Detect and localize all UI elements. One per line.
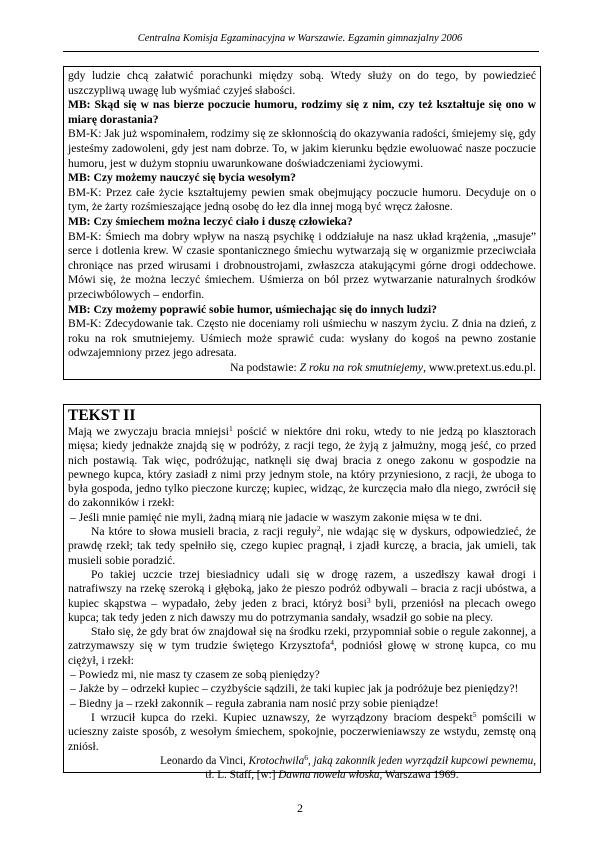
dialog-line: – Biedny ja – rzekł zakonnik – reguła zabrania nam nosić przy sobie pieniądze! — [70, 696, 439, 710]
footnote-ref: 4 — [330, 638, 334, 648]
paragraph-text: , nie wdając się w dyskurs, odpowiedzieć, że prawdę rzekł; tak tedy spełniło się, czego kupiec pragnął, i zjadł kurczę, a bracia, jak umieli, tak musieli sobie poradzić. — [68, 525, 536, 567]
interview-answer — [68, 127, 536, 171]
source-book-title: Dawna nowela włoska — [278, 769, 380, 782]
story-paragraph — [68, 625, 536, 668]
header-rule — [63, 51, 539, 52]
source-title: Krotochwila — [248, 754, 305, 767]
source-translator: tł. L. Staff, [w:] — [205, 769, 279, 782]
paragraph-text: byli, przeniósł na plecach owego kupca; tak tedy jeden z nich dawszy mu do potrzymania sandały, wsadził go sobie na plecy. — [68, 596, 536, 624]
paragraph-text: pościć w niektóre dni roku, wtedy to nie jedzą po klasztorach mięsa; kiedy jednakże znajdą się w podróży, z racji tego, że żyją z jałmużny, mogą jeść, co przed nich postawią. Tak więc, podróżując, natknęli się dwaj bracia z onego zakonu w gospodzie na pewnego kupca, który zasiadł z nimi przy jednym stole, na który przyniesiono, z racji, że uboga to była gospoda, jedno tylko pieczone kurczę; kupiec, widząc, że kurczęcia mało dla niego, zwrócił się do zakonników i rzekł: — [68, 425, 536, 510]
source-citation — [68, 361, 536, 376]
tekst-ii-box — [63, 404, 541, 782]
interview-question — [68, 303, 536, 318]
answer-text: Przez całe życie kształtujemy pewien smak obejmujący poczucie humoru. Decyduje on o tym, że żarty rozśmieszające jedną osobę do łez dla innej mogą być wręcz żałosne. — [68, 185, 536, 214]
question-text: Czy możemy nauczyć się bycia wesołym? — [93, 171, 296, 185]
question-text: Czy możemy poprawić sobie humor, uśmiechając się do innych ludzi? — [93, 302, 437, 316]
paragraph-text: Stało się, że gdy brat ów znajdował się na środku rzeki, przypomniał sobie o regule zakonnej, a zatrzymawszy się w tym trudzie świętego Krzysztofa — [68, 625, 536, 653]
dialog-line: – Jeśli mnie pamięć nie myli, żadną miarą nie jadacie w waszym zakonie mięsa w te dni. — [70, 510, 483, 524]
footnote-ref: 3 — [366, 595, 371, 605]
dialog-line: – Powiedz mi, nie masz ty czasem ze sobą pieniędzy? — [70, 668, 320, 682]
answer-text: Jak już wspominałem, rodzimy się ze skłonnością do okazywania radości, śmiejemy się, gdy jesteśmy zadowoleni, gdy jest nam dobrze. To, w jakim kierunku będzie ewoluować nasze poczucie humoru, jest w dużym stopniu uwarunkowane doświadczeniami życiowymi. — [68, 127, 536, 170]
source-author: Leonardo da Vinci, — [160, 754, 249, 767]
speaker-label: MB: — [68, 171, 91, 185]
source-title: Z roku na rok smutniejemy — [299, 360, 424, 374]
page-number: 2 — [297, 801, 303, 815]
speaker-label: BM-K: — [68, 229, 102, 243]
source-line-1 — [68, 754, 536, 768]
interview-question — [68, 171, 536, 186]
source-publication: , Warszawa 1969. — [379, 769, 459, 782]
source-punct: , — [533, 754, 536, 767]
footnote-ref: 2 — [316, 524, 321, 534]
speaker-label: BM-K: — [68, 185, 102, 199]
section-heading: TEKST II — [68, 407, 136, 424]
paragraph-text: Po takiej uczcie trzej biesiadnicy udali się w drogę razem, a uszedłszy kawał drogi i natrafiwszy na rzekę szeroką i głęboką, jako że pieszo podróż odbywali – bracia z racji ubóstwa, a kupiec skąpstwa – wypadało, żeby jeden z braci, któryż bosi — [68, 567, 536, 610]
story-paragraph — [68, 525, 536, 568]
interview-answer — [68, 186, 536, 215]
interview-text: gdy ludzie chcą załatwić porachunki między sobą. Wtedy służy on do tego, by powiedzieć uszczypliwą uwagę lub wyśmiać czyjeś słabości. — [68, 69, 536, 97]
footnote-ref: 1 — [229, 424, 233, 433]
answer-text: Zdecydowanie tak. Często nie doceniamy roli uśmiechu w naszym życiu. Z dnia na dzień, z roku na rok smutniejemy. Uśmiech może sprawić cuda: wysłany do kogoś na pewno zostanie odwzajemniony przez jego adresata. — [68, 317, 536, 360]
question-text: Czy śmiechem można leczyć ciało i duszę człowieka? — [93, 214, 353, 228]
interview-question — [68, 215, 536, 230]
story-paragraph — [68, 425, 536, 511]
story-paragraph — [68, 568, 536, 625]
paragraph-text: , podniósł głowę w stronę kupca, co mu ciężył, i rzekł: — [68, 639, 536, 667]
interview-paragraph — [68, 69, 536, 98]
answer-text: Śmiech ma dobry wpływ na naszą psychikę i oddziałuje na nasz układ krążenia, „masuje” serce i dotlenia krew. W czasie spontanicznego śmiechu wytwarzają się w organizmie przeciwciała chroniące nas przed wirusami i drobnoustrojami, zwłaszcza atakującymi górne drogi oddechowe. Mówi się, że można leczyć śmiechem. Uśmierza on ból przez wytwarzanie naturalnych środków przeciwbólowych – endorfin. — [68, 229, 536, 301]
paragraph-text: I wrzucił kupca do rzeki. Kupiec uznawszy, że wyrządzony braciom despekt — [91, 710, 473, 724]
source-prefix: Na podstawie: — [230, 360, 300, 374]
source-line-2 — [68, 768, 536, 782]
interview-box — [63, 66, 541, 380]
footnote-ref: 6 — [304, 752, 308, 762]
paragraph-text: Mają we zwyczaju bracia mniejsi — [68, 425, 229, 438]
source-title-rest: , jaką zakonnik jeden wyrządził kupcowi pewnemu — [307, 754, 534, 767]
interview-answer — [68, 230, 536, 303]
paragraph-text: pomścili w ucieszny zaiste sposób, z wesołym śmiechem, spokojnie, poczerwieniawszy ze wstydu, zemstę oną zniósł. — [68, 710, 537, 753]
footnote-ref: 5 — [472, 709, 477, 719]
source-suffix: , www.pretext.us.edu.pl. — [423, 360, 536, 374]
speaker-label: BM-K: — [68, 317, 102, 331]
question-text: Skąd się w nas bierze poczucie humoru, rodzimy się z nim, czy też kształtuje się ono w miarę dorastania? — [68, 98, 536, 126]
speaker-label: MB: — [68, 302, 91, 316]
story-paragraph — [68, 711, 536, 754]
page-header: Centralna Komisja Egzaminacyjna w Warszawie. Egzamin gimnazjalny 2006 — [137, 33, 463, 44]
speaker-label: MB: — [68, 98, 91, 112]
speaker-label: BM-K: — [68, 127, 102, 141]
interview-answer — [68, 317, 536, 361]
paragraph-text: Na które to słowa musieli bracia, z racji reguły — [91, 525, 317, 539]
dialog-line: – Jakże by – odrzekł kupiec – czyżbyście sądzili, że taki kupiec jak ja podróżuje bez pieniędzy?! — [70, 682, 519, 696]
story-source — [68, 754, 536, 783]
interview-question — [68, 98, 536, 127]
speaker-label: MB: — [68, 214, 91, 228]
